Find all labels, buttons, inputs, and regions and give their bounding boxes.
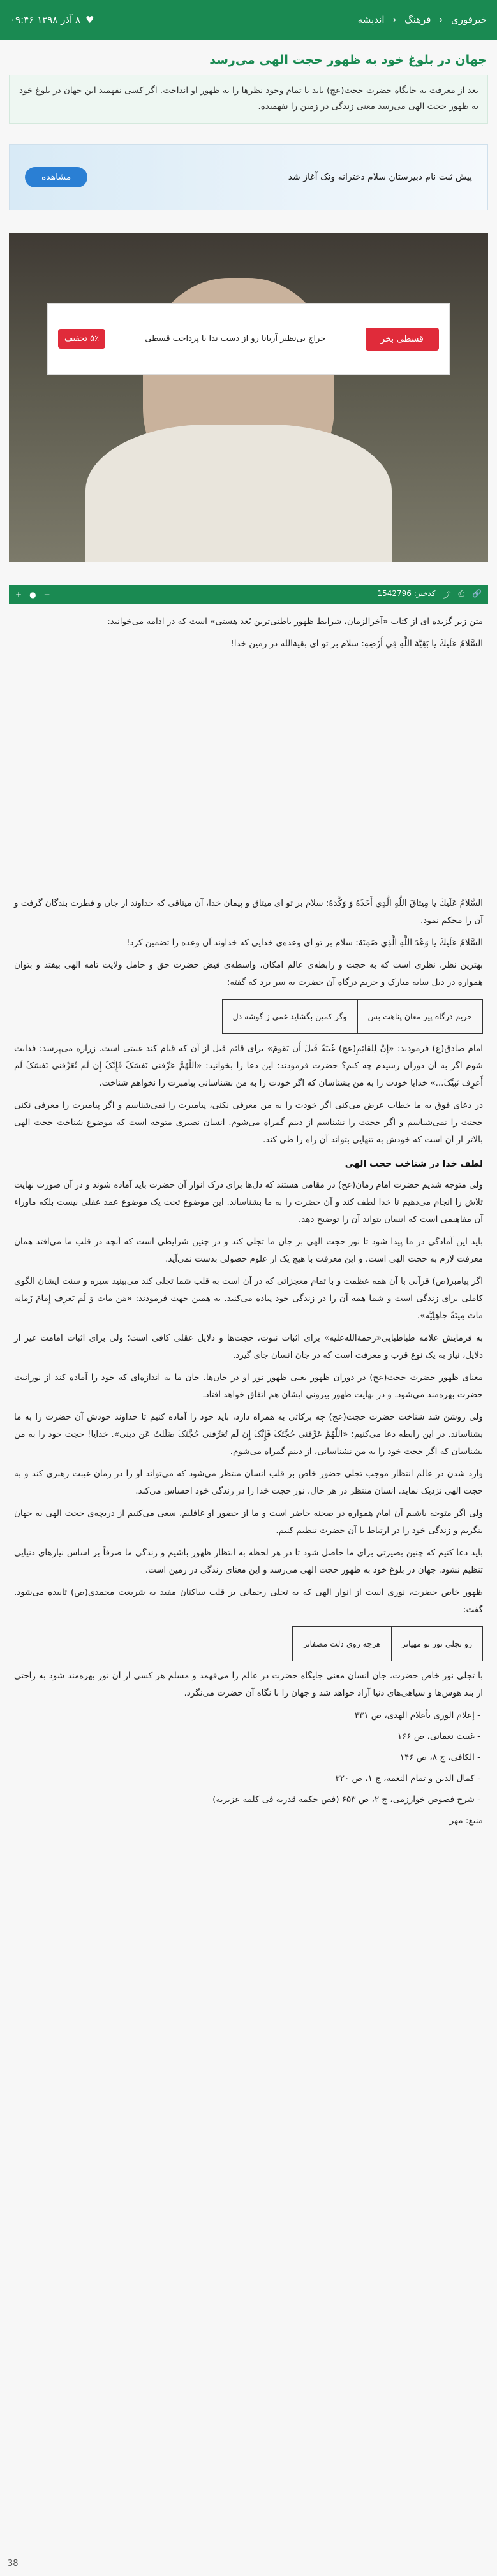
paragraph: معنای ظهور حضرت حجت(عج) در دوران ظهور یعنی ظهور نور او در جان‌ها. جان ما به اندازه‌ای که خود را آماده کند از نورانیت حضرت بهره‌مند می‌شود. و در نهایت ظهور بیرونی ایشان هم اتفاق خواهد افتاد. [14,1372,483,1400]
heart-icon[interactable]: ♥ [85,14,94,25]
references-list [14,1707,483,1808]
link-icon[interactable]: 🔗 [472,589,482,599]
paragraph: در دعای فوق به ما خطاب عرض می‌کنی اگر خودت را به من معرفی نکنی، پیامبرت را نمی‌شناسم و اگر پیامبرت را معرفی نکنی حجتت را نمی‌شناسم و اگر حجتت را نشناسم از دینم گمراه می‌شوم. انسان نصیری متوجه است که موضوع شناخت حجت الهی بالاتر از آن است که خودش به تنهایی بتواند آن راه را طی کند. [14,1100,483,1145]
print-icon[interactable]: ⎙ [458,589,465,599]
publish-date: ۸ آذر ۱۳۹۸ ۰۹:۴۶ [10,14,80,25]
banner-text: پیش ثبت نام دبیرستان سلام دخترانه ونک آغاز شد [288,171,472,182]
paragraph: ظهور خاص حضرت، نوری است از انوار الهی که به تجلی رحمانی بر قلب ساکنان مفید به شریعت محمدی(ص) تابیده می‌شود. گفت: [14,1587,483,1615]
poem-box [292,1626,483,1661]
paragraph: بهترین نظر، نظری است که به حجت و رابطه‌ی عالم امکان، واسطه‌ی فیض حضرت حق و حامل ولایت تامه الهی بیفتد و بتوان همواره در ذیل سایه مبارک و حریم درگاه آن حضرت به سر برد که گفته: [14,959,483,987]
paragraph: السَّلامُ عَلَيكَ يا مِيثاقَ اللَّهِ الَّذِي أَخَذَهُ وَ وَكَّدَهُ: سلام بر تو ای میثاق و پیمان خدا، آن میثاقی که خداوند از جان و فطرت بندگان گرفت و آن را محکم نمود. [14,898,483,926]
article-body [14,613,483,1830]
share-icon[interactable]: ⤴ [443,590,451,600]
article-photo [9,233,488,562]
blank-space [14,658,483,895]
ad-overlay[interactable] [47,303,450,375]
banner-view-button[interactable]: مشاهده [25,167,87,187]
font-decrease-icon[interactable]: − [43,590,50,599]
reference-item: - کمال الدین و تمام النعمه، ج ۱، ص ۳۲۰ [335,1773,480,1784]
ad-discount-badge: ۵٪ تخفیف [58,329,105,349]
top-bar [0,0,497,40]
poem-verse: حریم درگاه پیر مغان پناهت بس [357,1000,482,1033]
page-number: 38 [8,2559,19,2568]
paragraph: ولی روشن شد شناخت حضرت حجت(عج) چه برکاتی به همراه دارد، باید خود را آماده کنیم تا خداوند خودش آن حضرت را به ما بشناساند. در این رابطه دعا می‌کنیم: «اللّٰهُمَّ عَرِّفنی حُجَّتَکَ فَإِنَّکَ إِن لَم تُعَرِّفنی حُجَّتَکَ ضَلَلتُ عَن دینی». خدایا! حجت خود را به من بشناسان که اگر حجت خود را به من نشناسانی، از دینم گمراه می‌شوم. [14,1411,483,1457]
paragraph: متن زیر گزیده ای از کتاب «آخرالزمان، شرایط ظهور باطنی‌ترین بُعد هستی» است که در ادامه می‌خوانید: [107,616,483,627]
article-toolbar [9,585,488,604]
font-increase-icon[interactable]: + [15,590,22,599]
poem-box [222,999,483,1034]
breadcrumb-thought[interactable]: اندیشه [357,14,385,25]
paragraph: ولی متوجه شدیم حضرت امام زمان(عج) در مقامی هستند که دل‌ها برای درک انوار آن حضرت باید آماده شوند و در آن صورت نهایت تلاش را انجام می‌دهیم تا خدا لطف کند و آن حضرت را به ما بشناساند. این موضوع تحت یک موضوع عمد عقلی نیست بلکه ماوراء آن مفاهیمی است که انسان بتواند آن را توضیح دهد. [14,1179,483,1225]
paragraph: باید دعا کنیم که چنین بصیرتی برای ما حاصل شود تا در هر لحظه به انتظار ظهور باشیم و زندگی ما صرفاً بر اساس نیازهای دنیایی تنظیم نشود. جهان در بلوغ خود به ظهور حجت الهی می‌رسد و این معنای زندگی در زمین است. [14,1547,483,1575]
reference-item: - الکافی، ج ۸، ص ۱۴۶ [399,1752,480,1763]
reference-item: - إعلام الوری بأعلام الهدی، ص ۴۳۱ [354,1710,480,1721]
paragraph: امام صادق(ع) فرمودند: «إِنَّ لِلقائِمِ(عج) غَيبَةً قَبلَ أَن يَقومَ» برای قائم قبل از آن که قیام کند غیبتی است. زراره می‌پرسد: فدایت شوم اگر به آن دوران رسیدم چه کنم؟ حضرت فرمودند: این دعا را بخوانید: «اللّٰهُمَّ عَرِّفنی نَفسَکَ فَإِنَّکَ إِن لَم تُعَرِّفنی نَفسَکَ لَم أَعرِف نَبِیَّکَ...» خدایا خودت را به من بشناسان که اگر خودت را به من نشناسانی پیامبرت را نخواهم شناخت. [14,1043,483,1088]
paragraph: با تجلی نور خاص حضرت، جان انسان معنی جایگاه حضرت در عالم را می‌فهمد و مسلم هر کسی از آن نور بهره‌مند شود به راحتی از بند هوس‌ها و سیاهی‌های دنیا آزاد خواهد شد و جهان را با نگاه آن حضرت می‌نگرد. [14,1670,483,1698]
reference-item: - شرح فصوص خوارزمی، ج ۲، ص ۶۵۳ (فص حکمة قدریة فی کلمة عزیریة) [212,1794,480,1805]
ad-text: حراج بی‌نظیر آریانا رو از دست ندا با پرداخت قسطی [145,334,326,344]
ad-buy-button[interactable]: قسطی بخر [366,328,439,351]
toolbar-tools [377,589,482,600]
source-line: منبع: مهر [449,1815,483,1826]
publish-date-area [10,14,94,25]
promo-banner[interactable] [9,144,488,210]
poem-verse: هرچه روی دلت مصفاتر [303,1638,381,1648]
article-lead: بعد از معرفت به جایگاه حضرت حجت(عج) باید با تمام وجود نظرها را به ظهور او انداخت. اگر کسی نفهمید این جهان در بلوغ خود به ظهور حجت الهی می‌رسد معنی زندگی در زمین را نفهمیده. [9,75,488,124]
paragraph: وارد شدن در عالم انتظار موجب تجلی حضور خاص بر قلب انسان منتظر می‌شود که می‌تواند او را در زمان غیبت رهبری کند و به حجت الهی نزدیک نماید. انسان منتظر در هر حال، نور حجت خدا را در زندگی خود احساس می‌کند. [14,1468,483,1496]
breadcrumb-culture[interactable]: فرهنگ [404,14,431,25]
paragraph: السَّلامُ عَلَيكَ يا وَعْدَ اللَّهِ الَّذِي ضَمِنَهُ: سلام بر تو ای وعده‌ی خدایی که خداوند آن وعده را تضمین کرد! [126,937,483,948]
font-reset-icon[interactable]: ● [29,590,36,599]
news-code: کدخبر: 1542796 [377,589,436,599]
poem-verse: زو تجلی نور تو مهیاتر [391,1627,482,1661]
breadcrumb [353,14,487,25]
paragraph: به فرمایش علامه طباطبایی«رحمةالله‌علیه» برای اثبات نبوت، حجت‌ها و دلایل عقلی کافی است؛ ولی برای اثبات امامت غیر از دلایل، نیاز به یک نوع قرب و معرفت است که در جان انسان جای گیرد. [14,1332,483,1360]
reference-item: - غیبت نعمانی، ص ۱۶۶ [397,1731,480,1742]
breadcrumb-home[interactable]: خبرفوری [451,14,487,25]
chevron-left-icon: ‹ [439,14,443,25]
paragraph: ولی اگر متوجه باشیم آن امام همواره در صحنه حاضر است و ما از حضور او غافلیم، سعی می‌کنیم از دریچه‌ی حجت الهی به جهان بنگریم و زندگی خود را در ارتباط با آن حضرت تنظیم کنیم. [14,1508,483,1536]
section-heading: لطف خدا در شناخت حجت الهی [345,1158,483,1169]
photo-body [85,425,392,562]
paragraph: السَّلامُ عَلَيكَ يا بَقِيَّةَ اللَّهِ فِي أَرْضِهِ: سلام بر تو ای بقیةالله در زمین خدا! [230,638,483,649]
article-title: جهان در بلوغ خود به ظهور حجت الهی می‌رسد [209,53,487,67]
chevron-left-icon: ‹ [392,14,397,25]
paragraph: اگر پیامبر(ص) قرآنی با آن همه عظمت و با تمام معجزاتی که در آن است به قلب شما تجلی کند می‌بینید سیره و سنت ایشان الگوی کاملی برای زندگی است و شما همه آن را در زندگی خود پیاده می‌کنید. به همین جهت فرمودند: «مَن ماتَ وَ لَم یَعرِف إِمامَ زَمانِه ماتَ مِیتَةً جاهِلِیَّة». [14,1276,483,1321]
font-tools [15,590,50,599]
poem-verse: وگر کمین بگشاید غمی ز گوشه دل [232,1011,347,1021]
paragraph: باید این آمادگی در ما پیدا شود تا نور حجت الهی بر جان ما تجلی کند و در چنین شرایطی است که آنچه در قلب ما می‌افتد همان معرفت لازم به حجت الهی است. و این معرفت با هیچ یک از علوم حصولی بدست نمی‌آید. [14,1236,483,1264]
